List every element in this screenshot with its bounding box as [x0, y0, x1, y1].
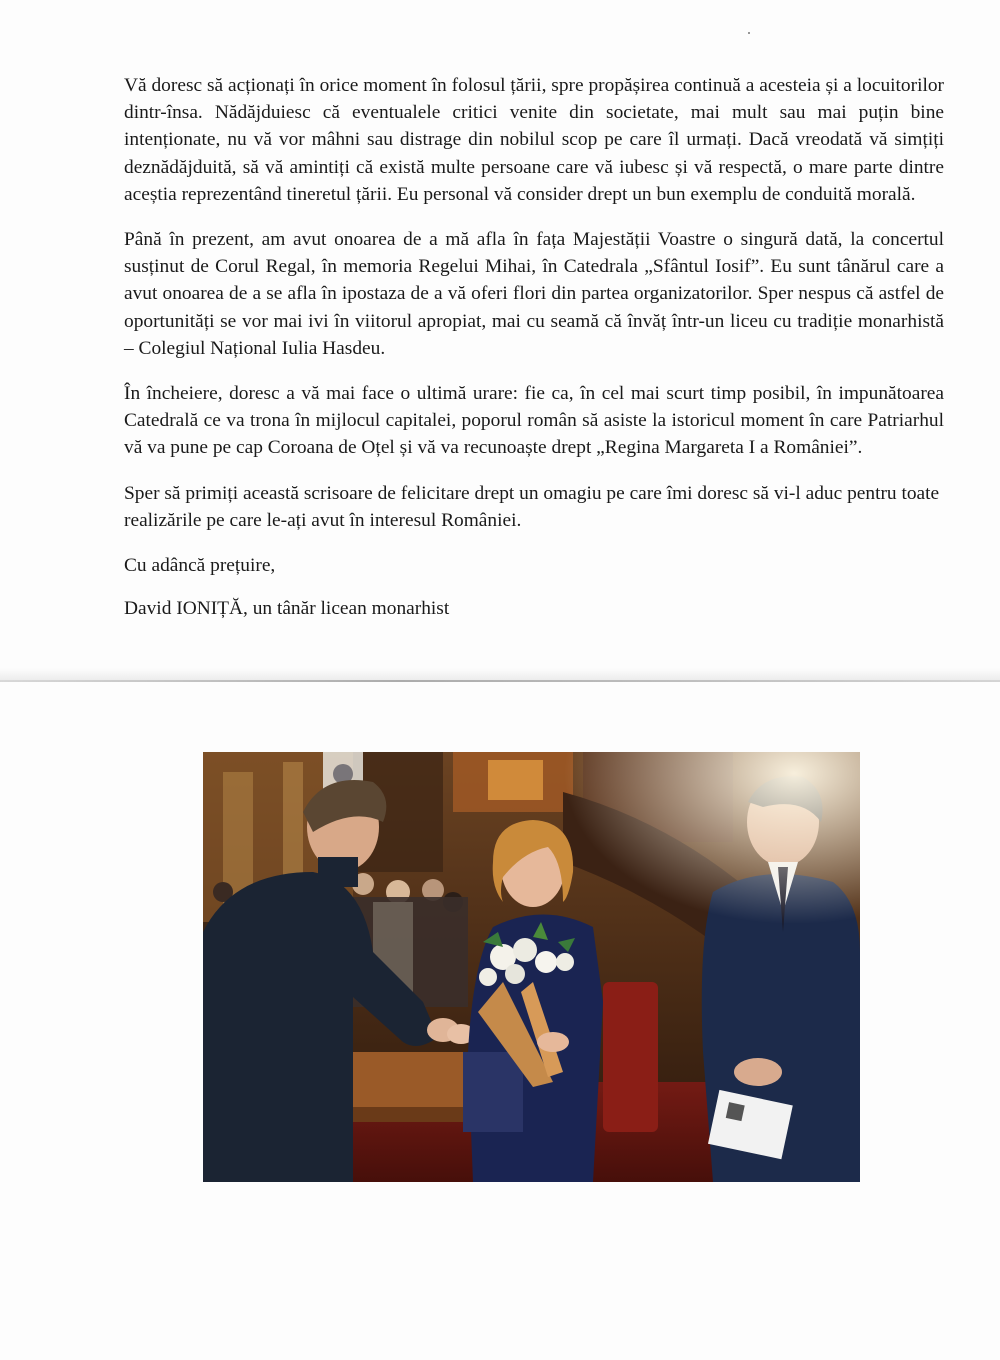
letter-paragraph-4: Sper să primiți această scrisoare de felicitare drept un omagiu pe care îmi doresc să vi-l aduc pentru toate realizările pe care le-ați avut în interesul României.: [124, 482, 940, 531]
scan-speck: [748, 32, 750, 34]
paper-fold-line: [0, 680, 1000, 682]
letter-signature: David IONIȚĂ, un tânăr licean monarhist: [124, 598, 450, 620]
letter-closing: Cu adâncă prețuire,: [124, 555, 276, 577]
letter-paragraph-1: Vă doresc să acționați în orice moment în folosul țării, spre propășirea continuă a acesteia și a locuitorilor dintr-însa. Nădăjduiesc că eventualele critici venite din societate, mai mult sau mai puțin bine intenționate, nu vă vor mâhni sau distrage din nobilul scop pe care îl urmați. Dacă vreodată vă simțiți deznădăjduită, să vă amintiți că există multe persoane care vă iubesc și vă respectă, o mare parte dintre aceștia reprezentând tineretul țării. Eu personal vă consider drept un bun exemplu de conduită morală.: [124, 75, 944, 205]
letter-body: [124, 72, 944, 622]
letter-paragraph-2: Până în prezent, am avut onoarea de a mă afla în fața Majestății Voastre o singură dată, la concertul susținut de Corul Regal, în memoria Regelui Mihai, în Catedrala „Sfântul Iosif”. Eu sunt tânărul care a avut onoarea de a se afla în ipostaza de a vă oferi flori din partea organizatorilor. Sper nespus că astfel de oportunități se vor mai ivi în viitorul apropiat, mai cu seamă că învăț într-un liceu cu tradiție monarhistă – Colegiul Național Iulia Hasdeu.: [124, 229, 944, 359]
photo-illustration: [203, 752, 860, 1182]
letter-paragraph-3: În încheiere, doresc a vă mai face o ultimă urare: fie ca, în cel mai scurt timp posibil, în impunătoarea Catedrală ce va trona în mijlocul capitalei, poporul român să asiste la istoricul moment în care Patriarhul vă va pune pe cap Coroana de Oțel și vă va recunoaște drept „Regina Margareta I a României”.: [124, 383, 944, 459]
event-photograph: [203, 752, 860, 1182]
